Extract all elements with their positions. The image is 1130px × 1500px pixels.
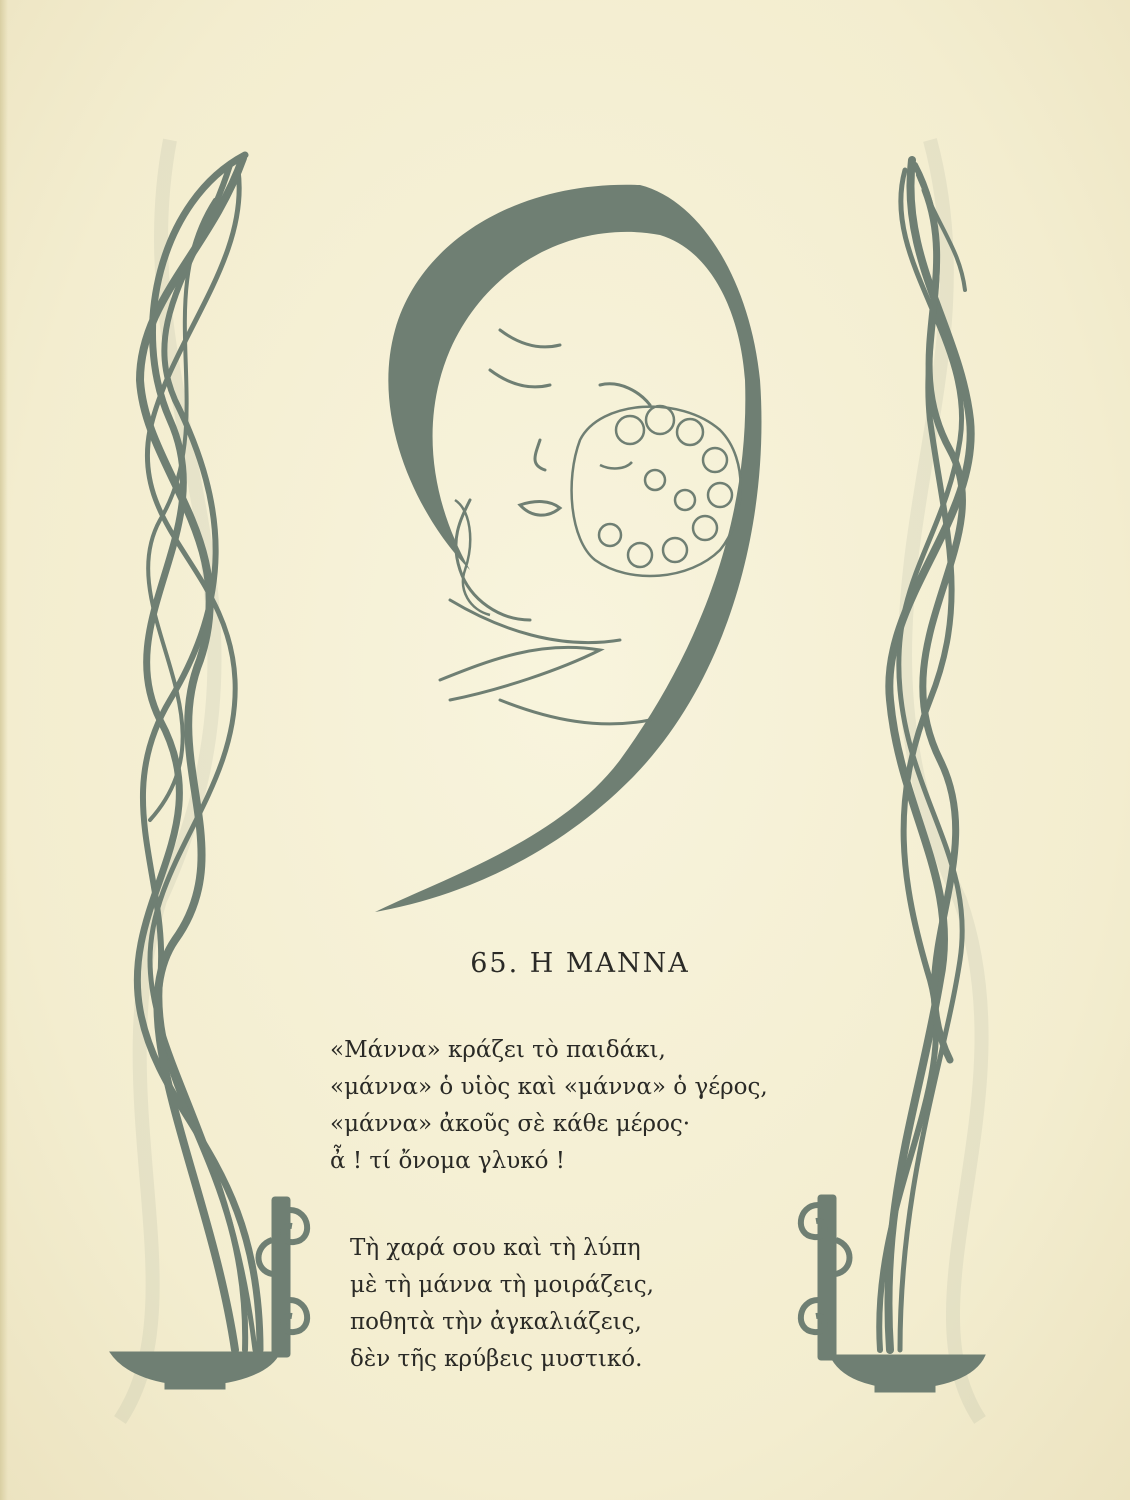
poem-stanza-1 [330,1032,870,1180]
poem-line: ἆ ! τί ὄνομα γλυκό ! [330,1148,565,1174]
right-smoke-ribbon [879,160,970,1350]
poem-line: «μάννα» ὁ υἱὸς καὶ «μάννα» ὁ γέρος, [330,1074,768,1100]
baby-head [455,406,741,615]
poem-line: ποθητὰ τὴν ἀγκαλιάζεις, [350,1309,642,1335]
poem-line: μὲ τὴ μάννα τὴ μοιράζεις, [350,1272,654,1298]
left-smoke-ribbon [137,155,260,1350]
poem-line: «μάννα» ἀκοῦς σὲ κάθε μέρος· [330,1111,691,1137]
veil-shape [375,185,761,912]
mother-and-child-drawing [375,185,761,912]
bleed-through-ghost [120,140,982,1420]
poem-line: «Μάννα» κράζει τὸ παιδάκι, [330,1037,666,1063]
poem-title: 65. Η ΜΑΝΝΑ [470,948,690,979]
poem-stanza-2 [350,1230,890,1378]
poem-line: δὲν τῆς κρύβεις μυστικό. [350,1346,643,1372]
poem-line: Τὴ χαρά σου καὶ τὴ λύπη [350,1235,641,1261]
